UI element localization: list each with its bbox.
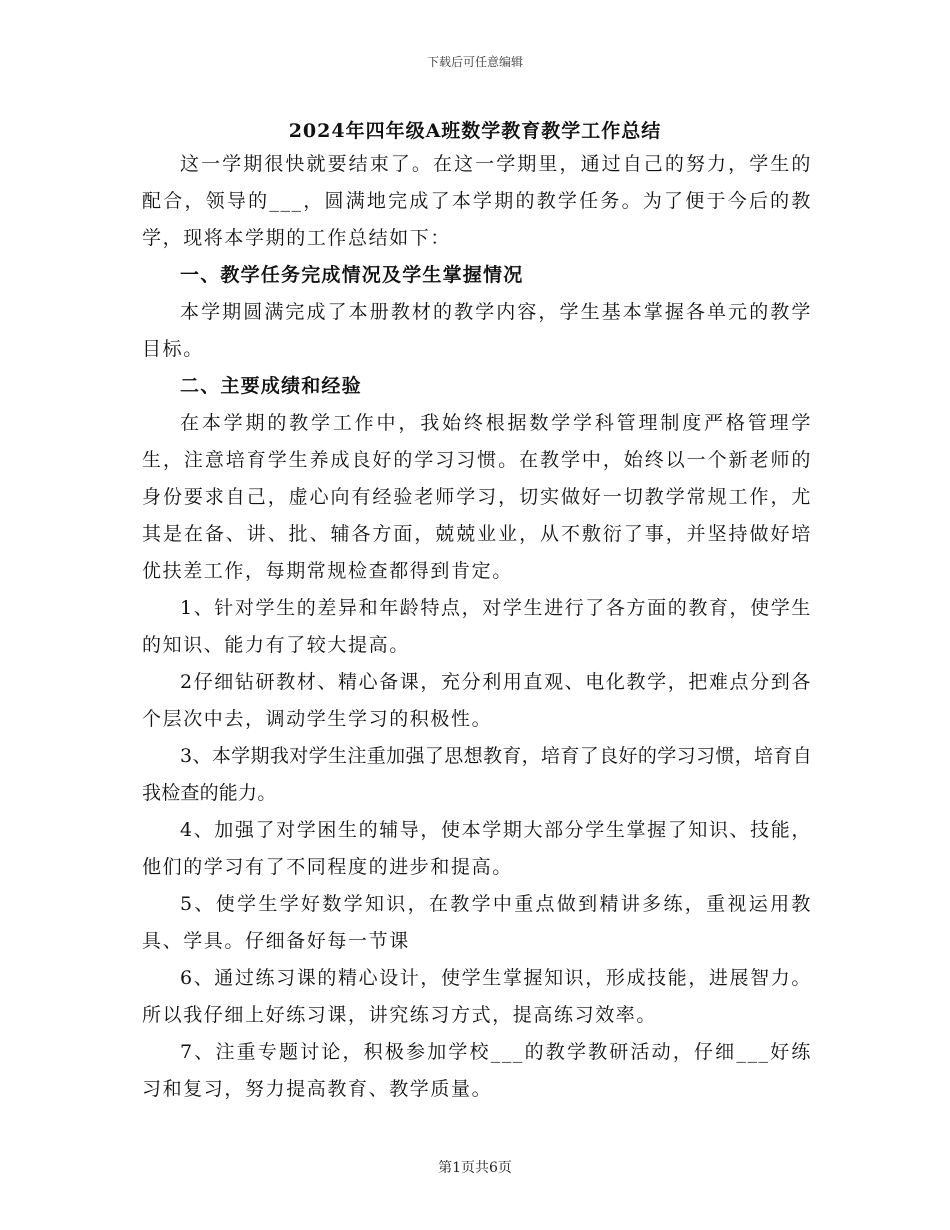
section-2-paragraph: 在本学期的教学工作中，我始终根据数学学科管理制度严格管理学生，注意培育学生养成良好的学习习惯。在教学中，始终以一个新老师的身份要求自己，虚心向有经验老师学习，切实做好一切教学常规工作，尤其是在备、讲、批、辅各方面，兢兢业业，从不敷衍了事，并坚持做好培优扶差工作，每期常规检查都得到肯定。	[142, 412, 812, 582]
list-item-3: 3、本学期我对学生注重加强了思想教育，培育了良好的学习习惯，培育自我检查的能力。	[142, 745, 812, 804]
page-number: 第1页共6页	[438, 1160, 512, 1176]
list-item-1: 1、针对学生的差异和年龄特点，对学生进行了各方面的教育，使学生的知识、能力有了较大提高。	[142, 597, 812, 656]
list-item-6: 6、通过练习课的精心设计，使学生掌握知识，形成技能，进展智力。所以我仔细上好练习课，讲究练习方式，提高练习效率。	[142, 967, 812, 1026]
list-item-7: 7、注重专题讨论，积极参加学校___的教学教研活动，仔细___好练习和复习，努力提高教育、教学质量。	[142, 1041, 812, 1100]
document-body	[142, 146, 812, 1108]
section-1-paragraph: 本学期圆满完成了本册教材的教学内容，学生基本掌握各单元的教学目标。	[142, 301, 812, 360]
list-item-2: 2仔细钻研教材、精心备课，充分利用直观、电化教学，把难点分到各个层次中去，调动学生学习的积极性。	[142, 671, 812, 730]
document-title: 2024年四年级A班数学教育教学工作总结	[288, 120, 662, 142]
section-1-heading: 一、教学任务完成情况及学生掌握情况	[180, 264, 524, 286]
header-note: 下载后可任意编辑	[426, 55, 523, 69]
list-item-5: 5、使学生学好数学知识，在教学中重点做到精讲多练，重视运用教具、学具。仔细备好每一节课	[142, 893, 812, 952]
section-2-heading: 二、主要成绩和经验	[180, 375, 362, 397]
list-item-4: 4、加强了对学困生的辅导，使本学期大部分学生掌握了知识、技能，他们的学习有了不同程度的进步和提高。	[142, 819, 812, 878]
intro-paragraph: 这一学期很快就要结束了。在这一学期里，通过自己的努力，学生的配合，领导的___，圆满地完成了本学期的教学任务。为了便于今后的教学，现将本学期的工作总结如下：	[142, 153, 812, 249]
